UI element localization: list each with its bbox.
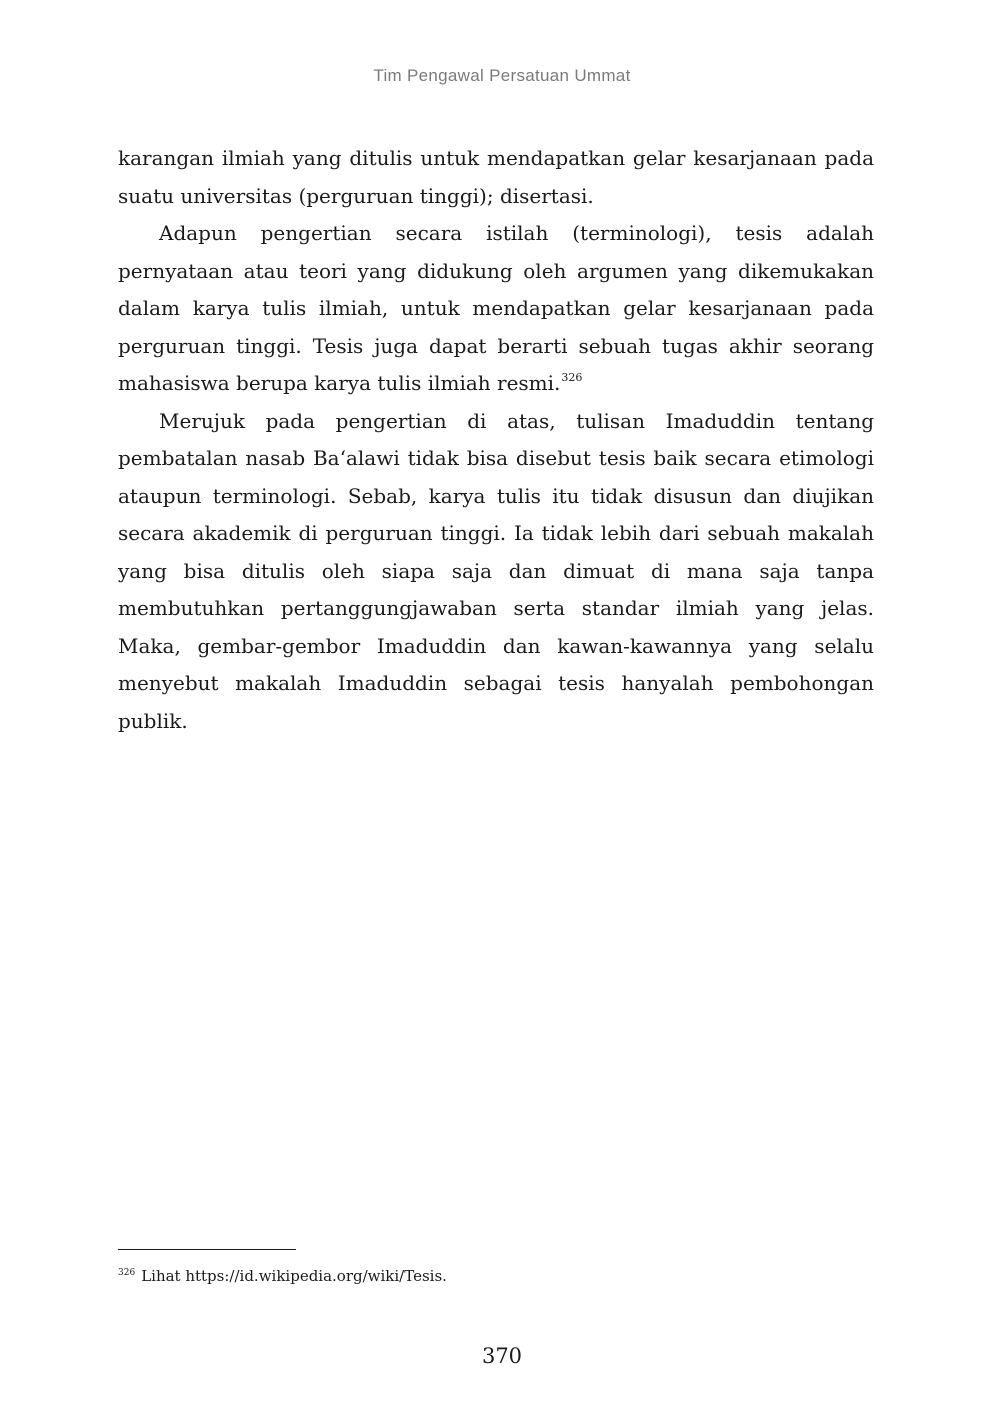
running-header: Tim Pengawal Persatuan Ummat: [373, 66, 631, 85]
paragraph-terminology-text: Adapun pengertian secara istilah (terminologi), tesis adalah pernyataan atau teori yang didukung oleh argumen yang dikemukakan dalam karya tulis ilmiah, untuk mendapatkan gelar kesarjanaan pada perguruan tinggi. Tesis juga dapat berarti sebuah tugas akhir seorang mahasiswa berupa karya tulis ilmiah resmi.: [118, 221, 874, 395]
footnote-reference[interactable]: 326: [561, 371, 583, 384]
footnote-divider: [118, 1249, 296, 1250]
paragraph-terminology: [118, 215, 874, 403]
footnote: [118, 1265, 874, 1287]
paragraph-continuation: karangan ilmiah yang ditulis untuk mendapatkan gelar kesarjanaan pada suatu universitas (perguruan tinggi); disertasi.: [118, 146, 874, 208]
page-number: 370: [481, 1344, 523, 1368]
body-text: [118, 140, 874, 740]
footnote-text: Lihat https://id.wikipedia.org/wiki/Tesis.: [141, 1267, 447, 1285]
paragraph-conclusion: Merujuk pada pengertian di atas, tulisan Imaduddin tentang pembatalan nasab Ba‘alawi tidak bisa disebut tesis baik secara etimologi ataupun terminologi. Sebab, karya tulis itu tidak disusun dan diujikan secara akademik di perguruan tinggi. Ia tidak lebih dari sebuah makalah yang bisa ditulis oleh siapa saja dan dimuat di mana saja tanpa membutuhkan pertanggungjawaban serta standar ilmiah yang jelas. Maka, gembar-gembor Imaduddin dan kawan-kawannya yang selalu menyebut makalah Imaduddin sebagai tesis hanyalah pembohongan publik.: [118, 408, 874, 733]
footnote-number: 326: [118, 1268, 136, 1278]
